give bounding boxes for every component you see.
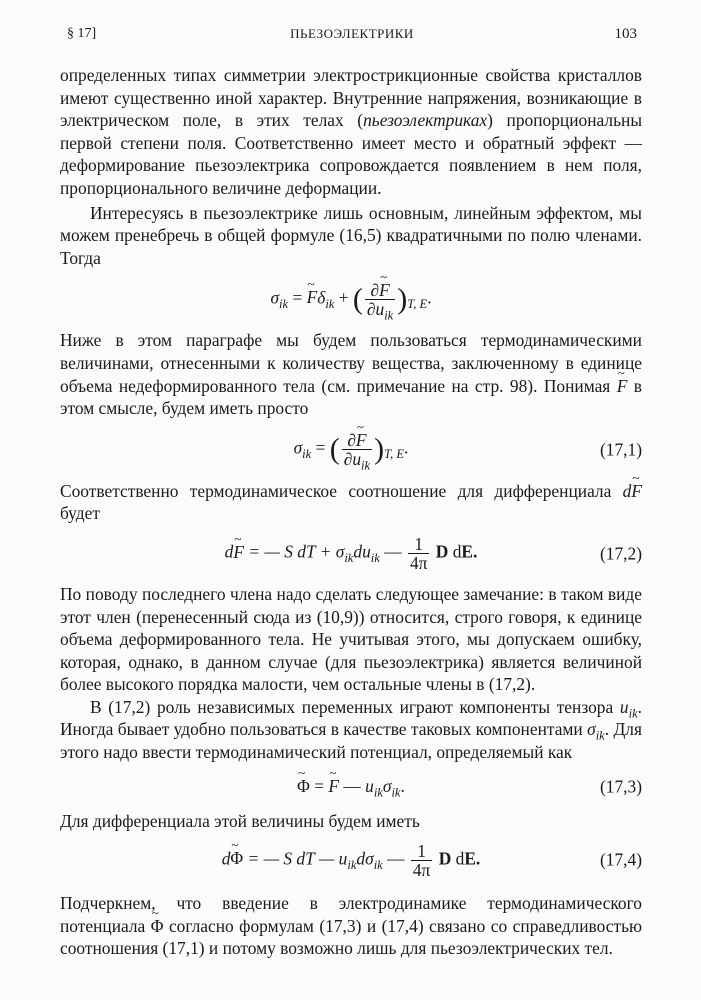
paragraph-8: Подчеркнем, что введение в электродинамике термодинамического потенциала ~ Φ согласно формулам (17,3) и (17,4) связано со справедливостью соотношения (17,1) и потому возможно лишь для пьезоэлектрических тел. [60,892,642,960]
equation-17-1: $\sigma_{ik}$ = ( $\frac{\partial\sim F}{\partial u_{ik}}$ )$_{T, E}$. (17,1) [60,420,642,480]
equation-17-3: ~ Φ = ~ F — $u_{ik}\sigma_{ik}$. (17,3) [60,764,642,810]
equation-number: (17,4) [599,849,642,870]
paragraph-1: определенных типах симметрии электрострикционные свойства кристаллов имеют существенно иной характер. Внутренние напряжения, возникающие в электрическом поле, в этих телах (пьезоэлектриках) пропорциональны первой степени поля. Соответственно имеет место и обратный эффект — деформирование пьезоэлектрика сопровождается появлением в нем поля, пропорционального величине деформации. [60,65,643,198]
equation-number: (17,2) [599,543,642,564]
paragraph-6: В (17,2) роль независимых переменных играют компоненты тензора $u_{ik}$. Иногда бывает удобно пользоваться в качестве таковых компонентами $\sigma_{ik}$. Для этого надо ввести термодинамический потенциал, определяемый как [60,696,642,763]
paragraph-7: Для дифференциала этой величины будем иметь [60,810,420,831]
section-marker: § 17] [67,26,97,41]
page-header [67,26,637,46]
equation-number: (17,1) [599,439,642,460]
page-number: 103 [614,26,637,42]
equation-sigma-general: $\sigma_{ik}$ = ~ $F\delta_{ik}$ + ( $\frac{\partial\sim F}{\partial u_{ik}}$ )$_{T, E}$. [60,269,642,329]
running-title: ПЬЕЗОЭЛЕКТРИКИ [290,26,414,41]
paragraph-5: По поводу последнего члена надо сделать следующее замечание: в таком виде этот член (перенесенный сюда из (10,9)) относится, строго говоря, к единице объема деформированного тела. Не учитывая этого, мы допускаем ошибку, которая, однако, в данном случае (для пьезоэлектрика) является величиной более высокого порядка малости, чем остальные члены в (17,2). [60,583,642,695]
page-body [60,64,642,960]
paragraph-4: Соответственно термодинамическое соотношение для дифференциала d~ F будет [60,480,642,525]
equation-17-4: d~ Φ = — S dT — $u_{ik}d\sigma_{ik}$ — $\frac{1}{4\pi}$ D dE. (17,4) [60,832,642,888]
equation-17-2: d~ F = — S dT + $\sigma_{ik}du_{ik}$ — $\frac{1}{4\pi}$ D dE. (17,2) [60,525,642,583]
paragraph-2: Интересуясь в пьезоэлектрике лишь основным, линейным эффектом, мы можем пренебречь в общей формуле (16,5) квадратичными по полю членами. Тогда [60,202,642,268]
paragraph-3: Ниже в этом параграфе мы будем пользоваться термодинамическими величинами, отнесенными к количеству вещества, заключенному в единице объема недеформированного тела (см. примечание на стр. 98). Понимая ~ F в этом смысле, будем иметь просто [60,329,642,419]
equation-number: (17,3) [599,776,642,797]
